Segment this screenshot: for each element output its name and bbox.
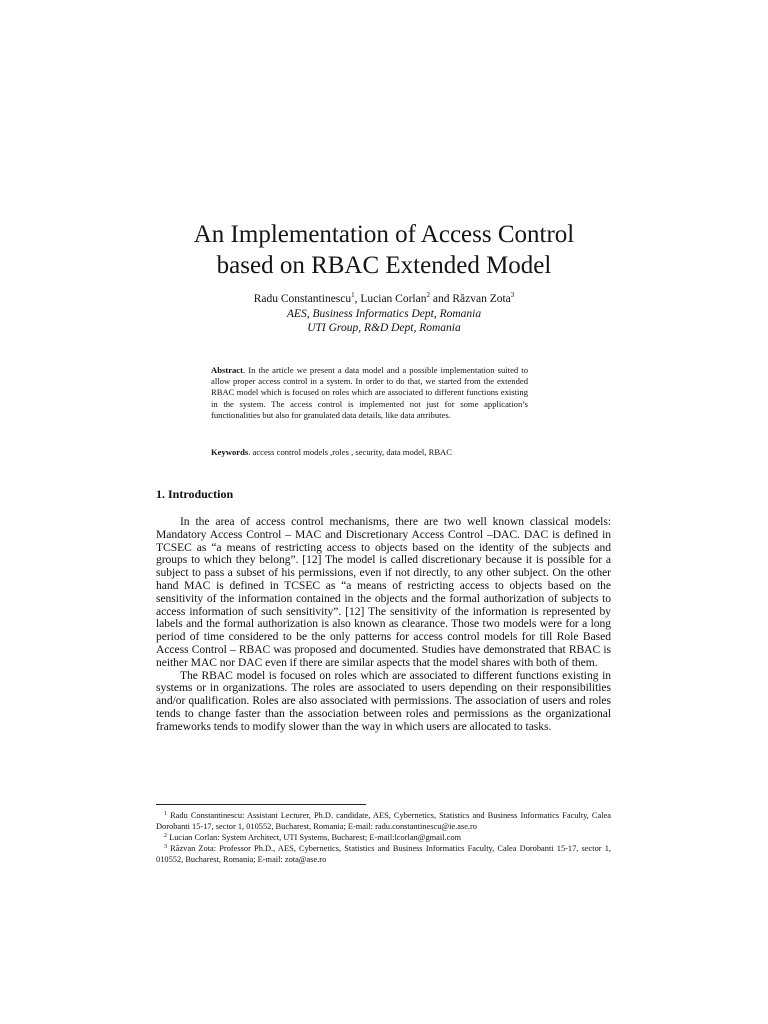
author-name: Radu Constantinescu	[253, 293, 352, 305]
footnote-mark: 1	[164, 811, 167, 817]
footnote-mark: 3	[164, 844, 167, 850]
author-separator: and	[429, 293, 453, 305]
author-list	[100, 292, 668, 307]
keywords	[211, 447, 541, 458]
footnote-mark: 3	[510, 291, 515, 299]
keywords-text: . access control models ,roles , security, data model, RBAC	[248, 447, 452, 457]
footnote	[156, 810, 611, 832]
affiliation: UTI Group, R&D Dept, Romania	[307, 322, 461, 334]
title-line-1: An Implementation of Access Control	[193, 221, 575, 248]
author-block	[100, 292, 668, 336]
abstract-text: . In the article we present a data model and a possible implementation suited to allow proper access control in a system. In order to do that, we started from the extended RBAC model which is focused on roles which are associated to different functions existing in the system. The access control is implemented not just for some application’s functionalities but also for granulated data details, like data attributes.	[211, 365, 528, 420]
footnote-mark: 2	[164, 833, 167, 839]
footnote	[156, 832, 611, 843]
keywords-label: Keywords	[211, 447, 249, 457]
footnote-text: Radu Constantinescu: Assistant Lecturer, Ph.D. candidate, AES, Cybernetics, Statistics and Business Informatics Faculty, Calea Dorobanti 15-17, sector 1, 010552, Bucharest, Romania; E-mail: radu.constantinescu@ie.ase.ro	[156, 811, 611, 831]
footnote-mark: 2	[426, 291, 430, 299]
footnote-mark: 1	[351, 291, 355, 299]
abstract	[211, 365, 528, 421]
body-text	[156, 516, 611, 734]
paragraph: The RBAC model is focused on roles which are associated to different functions existing in systems or in organizations. The roles are associated to users depending on their responsibilities and/or qualification. Roles are also associated with permissions. The association of users and roles tends to change faster than the association between roles and permissions as the organizational frameworks tends to modify slower than the way in which users are allocated to tasks.	[156, 668, 611, 733]
affiliation: AES, Business Informatics Dept, Romania	[286, 307, 482, 320]
footnote	[156, 843, 611, 865]
footnotes	[156, 810, 611, 865]
section-heading: 1. Introduction	[156, 487, 234, 501]
footnote-divider	[156, 804, 366, 805]
abstract-label: Abstract	[211, 365, 243, 375]
paper-title	[100, 219, 668, 281]
paragraph: In the area of access control mechanisms, there are two well known classical models: Mandatory Access Control – MAC and Discretionary Access Control –DAC. DAC is defined in TCSEC as “a means of restricting access to objects based on the identity of the subjects and groups to which they belong”. [12] The model is called discretionary because it is possible for a subject to pass a subset of his permissions, even if not directly, to any other subject. On the other hand MAC is defined in TCSEC as “a means of restricting access to objects based on the sensitivity of the information contained in the objects and the formal authorization of subjects to access information of such sensitivity”. [12] The sensitivity of the information is represented by labels and the formal authorization is also known as clearance. Those two models were for a long period of time considered to be the only patterns for access control models for till Role Based Access Control – RBAC was proposed and documented. Studies have demonstrated that RBAC is neither MAC nor DAC even if there are similar aspects that the model shares with both of them.	[156, 515, 611, 669]
author-name: Lucian Corlan	[360, 293, 427, 305]
footnote-text: Lucian Corlan: System Architect, UTI Systems, Bucharest; E-mail:lcorlan@gmail.com	[167, 833, 462, 842]
author-separator: ,	[354, 293, 361, 305]
author-name: Răzvan Zota	[452, 293, 511, 305]
footnote-text: Răzvan Zota: Professor Ph.D., AES, Cybernetics, Statistics and Business Informatics Faculty, Calea Dorobanti 15-17, sector 1, 010552, Bucharest, Romania; E-mail: zota@ase.ro	[156, 844, 611, 864]
title-line-2: based on RBAC Extended Model	[216, 252, 552, 279]
